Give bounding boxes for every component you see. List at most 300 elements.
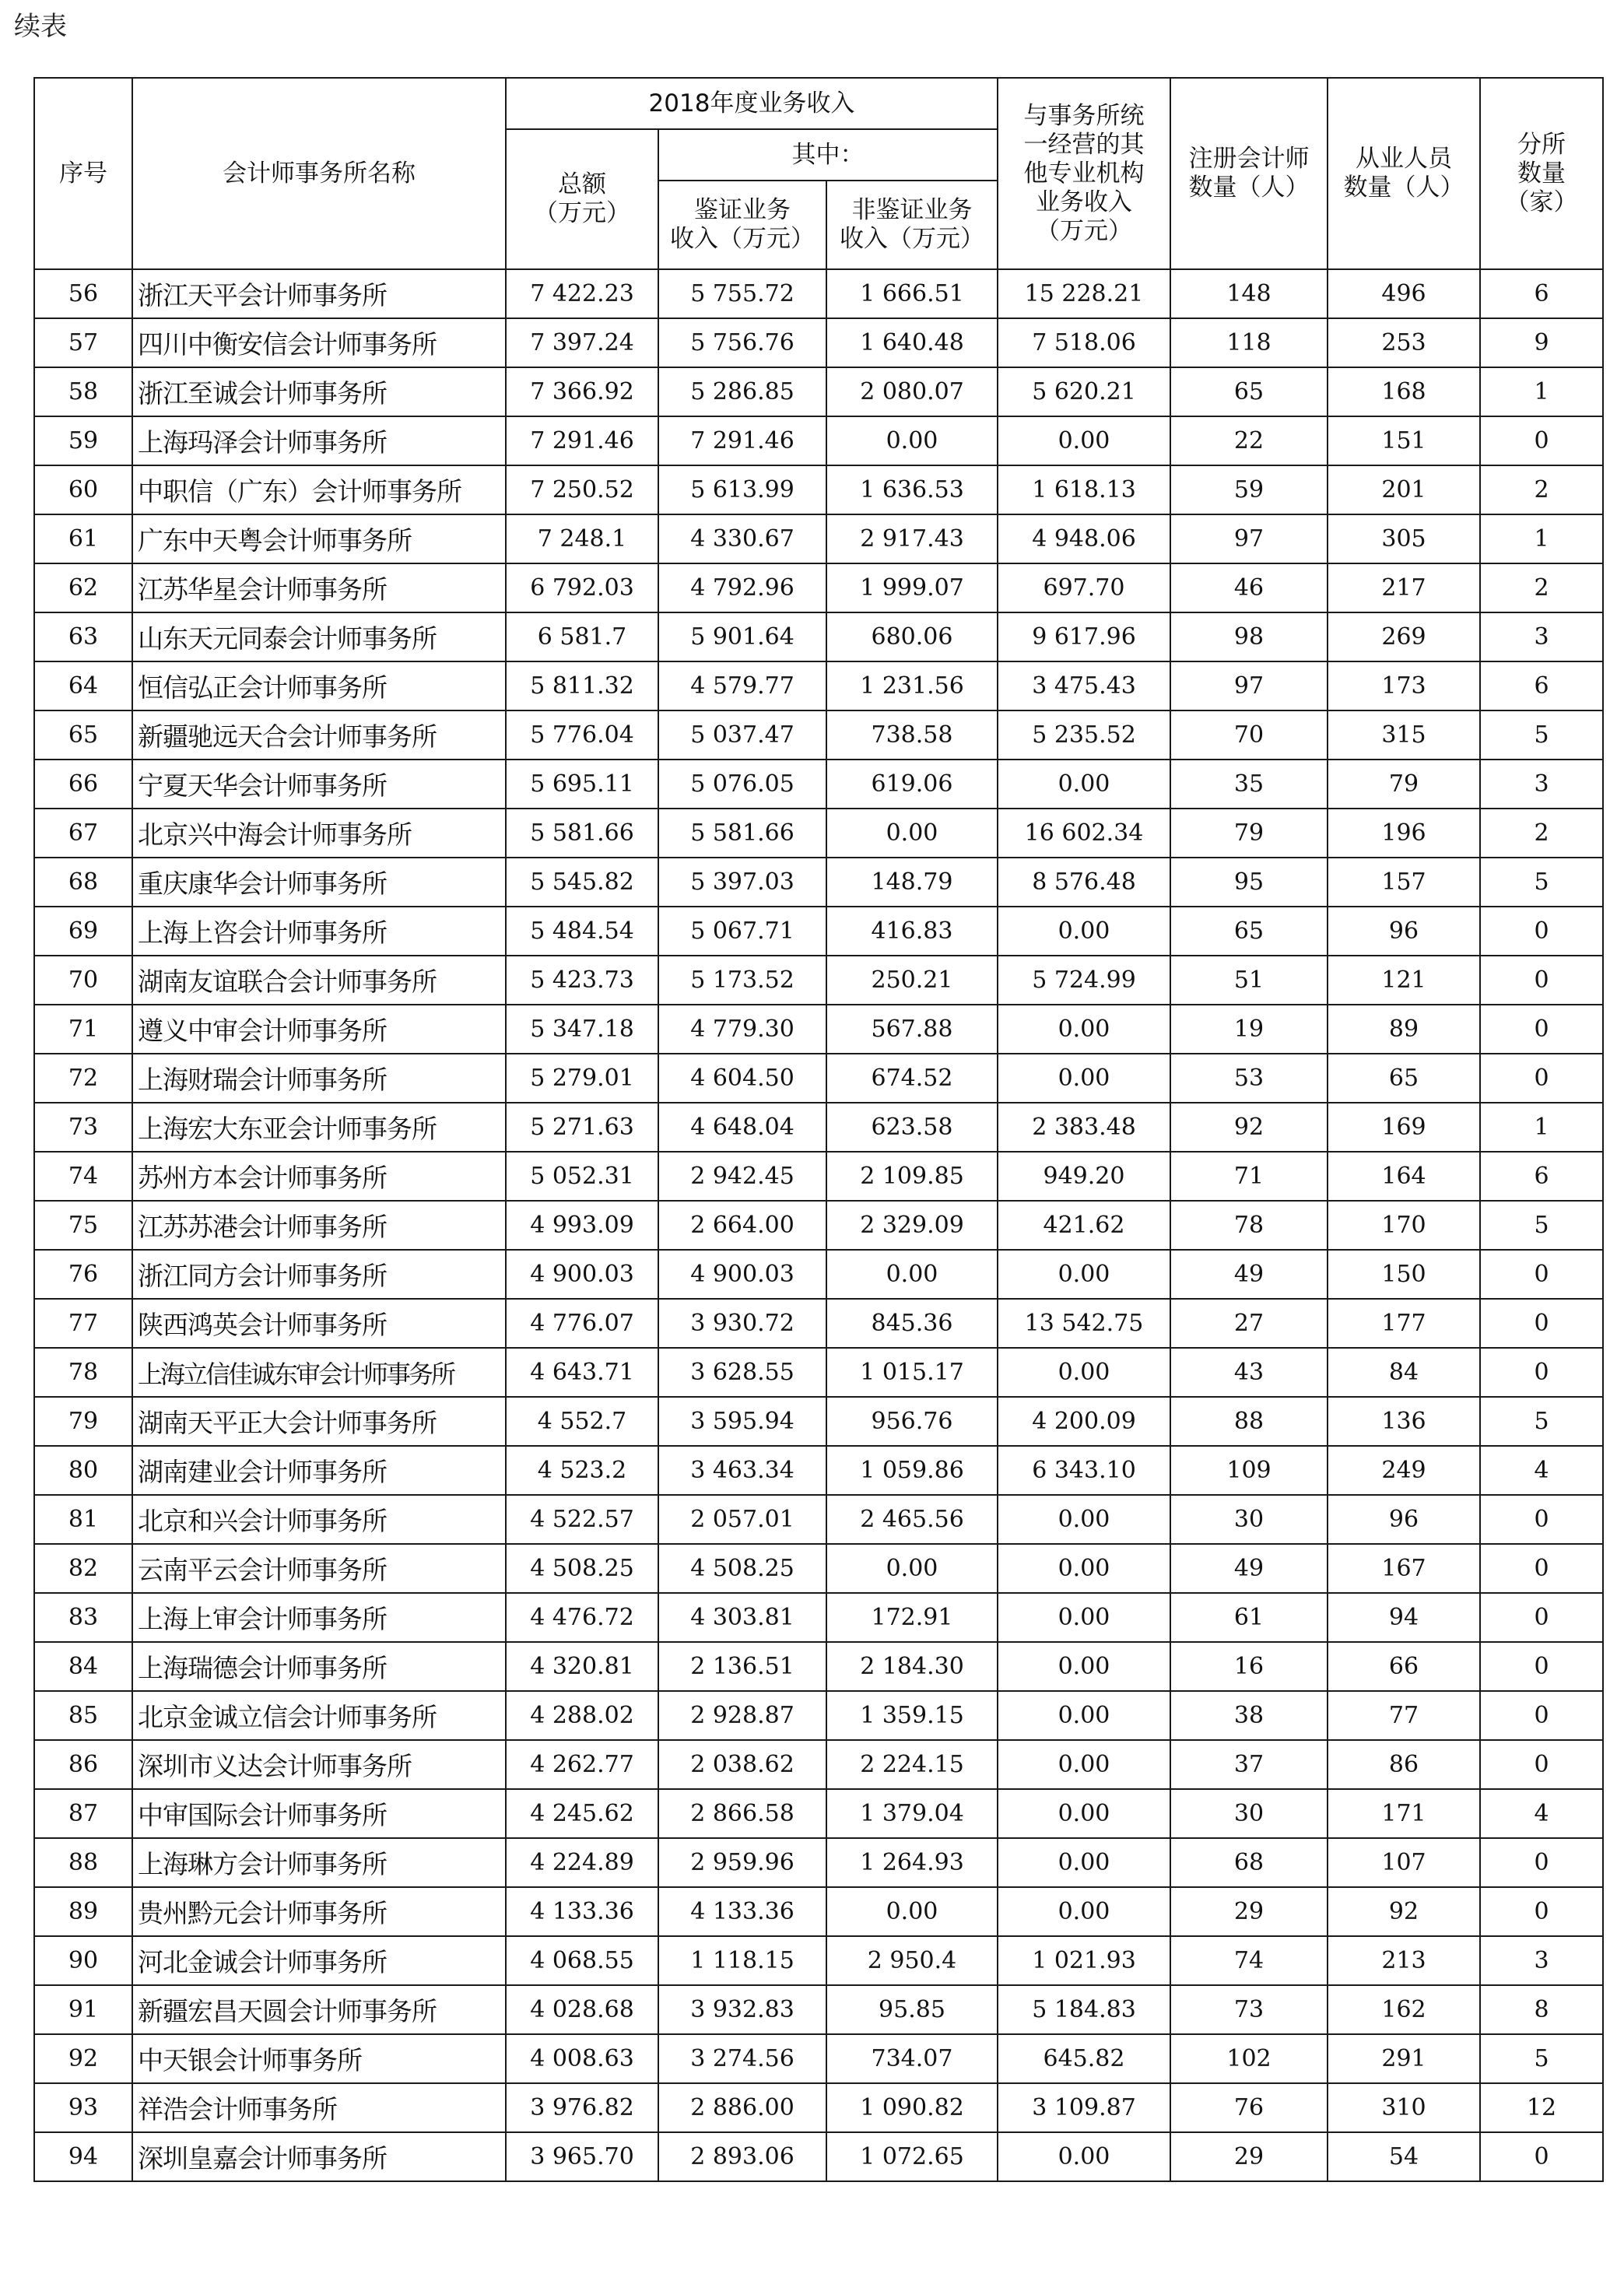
cell-cpa-count: 19 xyxy=(1170,1005,1328,1054)
cell-non-assurance: 2 329.09 xyxy=(826,1201,998,1250)
cell-other-revenue: 697.70 xyxy=(998,563,1170,612)
cell-non-assurance: 148.79 xyxy=(826,858,998,907)
cell-non-assurance: 1 359.15 xyxy=(826,1691,998,1740)
cell-branch-count: 5 xyxy=(1480,1201,1603,1250)
cell-cpa-count: 35 xyxy=(1170,760,1328,809)
cell-total: 4 028.68 xyxy=(506,1985,658,2034)
cell-non-assurance: 2 465.56 xyxy=(826,1495,998,1544)
cell-seq: 59 xyxy=(34,416,132,465)
cell-firm-name: 河北金诚会计师事务所 xyxy=(132,1936,506,1985)
cell-staff-count: 65 xyxy=(1328,1054,1480,1103)
cell-seq: 82 xyxy=(34,1544,132,1593)
cell-staff-count: 315 xyxy=(1328,710,1480,760)
cell-branch-count: 8 xyxy=(1480,1985,1603,2034)
cell-cpa-count: 71 xyxy=(1170,1152,1328,1201)
cell-staff-count: 170 xyxy=(1328,1201,1480,1250)
cell-staff-count: 173 xyxy=(1328,661,1480,710)
cell-seq: 71 xyxy=(34,1005,132,1054)
cell-other-revenue: 15 228.21 xyxy=(998,269,1170,318)
table-header xyxy=(34,78,1603,269)
cell-cpa-count: 70 xyxy=(1170,710,1328,760)
cell-branch-count: 4 xyxy=(1480,1446,1603,1495)
cell-seq: 65 xyxy=(34,710,132,760)
cell-other-revenue: 4 200.09 xyxy=(998,1397,1170,1446)
cell-assurance: 2 928.87 xyxy=(658,1691,826,1740)
cell-seq: 63 xyxy=(34,612,132,661)
cell-branch-count: 0 xyxy=(1480,416,1603,465)
cell-assurance: 4 133.36 xyxy=(658,1887,826,1936)
table-continued-caption: 续表 xyxy=(14,11,67,42)
table-row xyxy=(34,514,1603,563)
cell-seq: 89 xyxy=(34,1887,132,1936)
header-other-line: 一经营的其 xyxy=(1023,130,1145,159)
cell-staff-count: 89 xyxy=(1328,1005,1480,1054)
cell-assurance: 2 866.58 xyxy=(658,1789,826,1838)
table-row xyxy=(34,563,1603,612)
table-row xyxy=(34,1593,1603,1642)
cell-firm-name: 上海玛泽会计师事务所 xyxy=(132,416,506,465)
cell-assurance: 5 173.52 xyxy=(658,956,826,1005)
cell-other-revenue: 949.20 xyxy=(998,1152,1170,1201)
cell-seq: 92 xyxy=(34,2034,132,2083)
table-row xyxy=(34,956,1603,1005)
cell-branch-count: 0 xyxy=(1480,1495,1603,1544)
cell-seq: 94 xyxy=(34,2132,132,2181)
cell-other-revenue: 645.82 xyxy=(998,2034,1170,2083)
cell-branch-count: 5 xyxy=(1480,710,1603,760)
table-row xyxy=(34,1838,1603,1887)
cell-staff-count: 291 xyxy=(1328,2034,1480,2083)
cell-staff-count: 269 xyxy=(1328,612,1480,661)
cell-branch-count: 0 xyxy=(1480,1348,1603,1397)
cell-non-assurance: 2 917.43 xyxy=(826,514,998,563)
header-non-assurance xyxy=(826,181,998,269)
cell-firm-name: 中职信（广东）会计师事务所 xyxy=(132,465,506,514)
cell-branch-count: 0 xyxy=(1480,2132,1603,2181)
cell-other-revenue: 8 576.48 xyxy=(998,858,1170,907)
cell-total: 4 522.57 xyxy=(506,1495,658,1544)
cell-assurance: 2 886.00 xyxy=(658,2083,826,2132)
cell-cpa-count: 49 xyxy=(1170,1544,1328,1593)
cell-branch-count: 0 xyxy=(1480,1691,1603,1740)
cell-non-assurance: 1 636.53 xyxy=(826,465,998,514)
cell-assurance: 5 037.47 xyxy=(658,710,826,760)
cell-cpa-count: 65 xyxy=(1170,907,1328,956)
cell-non-assurance: 95.85 xyxy=(826,1985,998,2034)
cell-total: 5 423.73 xyxy=(506,956,658,1005)
cell-other-revenue: 0.00 xyxy=(998,416,1170,465)
header-cpa-count xyxy=(1170,78,1328,269)
cell-assurance: 2 959.96 xyxy=(658,1838,826,1887)
cell-branch-count: 0 xyxy=(1480,1054,1603,1103)
cell-seq: 60 xyxy=(34,465,132,514)
cell-non-assurance: 1 379.04 xyxy=(826,1789,998,1838)
cell-other-revenue: 13 542.75 xyxy=(998,1299,1170,1348)
cell-total: 4 993.09 xyxy=(506,1201,658,1250)
cell-seq: 61 xyxy=(34,514,132,563)
cell-total: 7 250.52 xyxy=(506,465,658,514)
cell-other-revenue: 0.00 xyxy=(998,1348,1170,1397)
cell-firm-name: 上海立信佳诚东审会计师事务所 xyxy=(132,1348,506,1397)
cell-staff-count: 79 xyxy=(1328,760,1480,809)
cell-staff-count: 157 xyxy=(1328,858,1480,907)
cell-non-assurance: 1 264.93 xyxy=(826,1838,998,1887)
cell-firm-name: 山东天元同泰会计师事务所 xyxy=(132,612,506,661)
cell-cpa-count: 22 xyxy=(1170,416,1328,465)
cell-staff-count: 84 xyxy=(1328,1348,1480,1397)
cell-cpa-count: 118 xyxy=(1170,318,1328,367)
cell-cpa-count: 148 xyxy=(1170,269,1328,318)
cell-firm-name: 陕西鸿英会计师事务所 xyxy=(132,1299,506,1348)
cell-other-revenue: 16 602.34 xyxy=(998,809,1170,858)
cell-total: 4 288.02 xyxy=(506,1691,658,1740)
cell-total: 4 643.71 xyxy=(506,1348,658,1397)
cell-branch-count: 0 xyxy=(1480,956,1603,1005)
cell-other-revenue: 4 948.06 xyxy=(998,514,1170,563)
cell-other-revenue: 5 620.21 xyxy=(998,367,1170,416)
cell-firm-name: 湖南天平正大会计师事务所 xyxy=(132,1397,506,1446)
cell-seq: 88 xyxy=(34,1838,132,1887)
cell-assurance: 3 930.72 xyxy=(658,1299,826,1348)
cell-assurance: 2 038.62 xyxy=(658,1740,826,1789)
cell-seq: 87 xyxy=(34,1789,132,1838)
header-seq: 序号 xyxy=(34,78,132,269)
cell-firm-name: 湖南建业会计师事务所 xyxy=(132,1446,506,1495)
cell-firm-name: 中审国际会计师事务所 xyxy=(132,1789,506,1838)
cell-seq: 62 xyxy=(34,563,132,612)
header-other-line: 业务收入 xyxy=(1036,188,1132,216)
cell-non-assurance: 1 015.17 xyxy=(826,1348,998,1397)
cell-branch-count: 0 xyxy=(1480,1838,1603,1887)
cell-assurance: 4 330.67 xyxy=(658,514,826,563)
cell-seq: 77 xyxy=(34,1299,132,1348)
header-firm-name: 会计师事务所名称 xyxy=(132,78,506,269)
cell-assurance: 3 274.56 xyxy=(658,2034,826,2083)
table-row xyxy=(34,1740,1603,1789)
cell-non-assurance: 2 080.07 xyxy=(826,367,998,416)
cell-total: 7 397.24 xyxy=(506,318,658,367)
cell-branch-count: 1 xyxy=(1480,514,1603,563)
cell-seq: 58 xyxy=(34,367,132,416)
cell-other-revenue: 5 184.83 xyxy=(998,1985,1170,2034)
cell-cpa-count: 92 xyxy=(1170,1103,1328,1152)
cell-assurance: 5 286.85 xyxy=(658,367,826,416)
cell-branch-count: 4 xyxy=(1480,1789,1603,1838)
table-row xyxy=(34,1201,1603,1250)
cell-total: 7 291.46 xyxy=(506,416,658,465)
header-of-which: 其中： xyxy=(658,129,998,181)
cell-branch-count: 0 xyxy=(1480,1740,1603,1789)
cell-staff-count: 171 xyxy=(1328,1789,1480,1838)
cell-staff-count: 86 xyxy=(1328,1740,1480,1789)
cell-seq: 68 xyxy=(34,858,132,907)
header-staff-line: 数量（人） xyxy=(1343,174,1464,202)
cell-staff-count: 92 xyxy=(1328,1887,1480,1936)
header-branch-line: 分所 xyxy=(1517,130,1566,159)
cell-staff-count: 249 xyxy=(1328,1446,1480,1495)
cell-assurance: 4 900.03 xyxy=(658,1250,826,1299)
cell-total: 5 776.04 xyxy=(506,710,658,760)
table-row xyxy=(34,1691,1603,1740)
cell-cpa-count: 97 xyxy=(1170,514,1328,563)
cell-total: 3 976.82 xyxy=(506,2083,658,2132)
cell-firm-name: 浙江至诚会计师事务所 xyxy=(132,367,506,416)
table-row xyxy=(34,1544,1603,1593)
cell-staff-count: 168 xyxy=(1328,367,1480,416)
cell-other-revenue: 0.00 xyxy=(998,1789,1170,1838)
cell-firm-name: 祥浩会计师事务所 xyxy=(132,2083,506,2132)
cell-staff-count: 167 xyxy=(1328,1544,1480,1593)
cell-branch-count: 3 xyxy=(1480,1936,1603,1985)
header-assurance-line: 鉴证业务 xyxy=(694,196,791,224)
cell-other-revenue: 0.00 xyxy=(998,1642,1170,1691)
cell-staff-count: 162 xyxy=(1328,1985,1480,2034)
table-row xyxy=(34,907,1603,956)
cell-cpa-count: 102 xyxy=(1170,2034,1328,2083)
cell-other-revenue: 421.62 xyxy=(998,1201,1170,1250)
cell-cpa-count: 46 xyxy=(1170,563,1328,612)
cell-non-assurance: 674.52 xyxy=(826,1054,998,1103)
cell-staff-count: 54 xyxy=(1328,2132,1480,2181)
cell-seq: 57 xyxy=(34,318,132,367)
cell-non-assurance: 956.76 xyxy=(826,1397,998,1446)
cell-assurance: 2 057.01 xyxy=(658,1495,826,1544)
cell-other-revenue: 1 618.13 xyxy=(998,465,1170,514)
cell-seq: 91 xyxy=(34,1985,132,2034)
cell-other-revenue: 0.00 xyxy=(998,1740,1170,1789)
cell-total: 5 695.11 xyxy=(506,760,658,809)
cell-firm-name: 宁夏天华会计师事务所 xyxy=(132,760,506,809)
cell-assurance: 3 595.94 xyxy=(658,1397,826,1446)
cell-assurance: 5 076.05 xyxy=(658,760,826,809)
cell-cpa-count: 109 xyxy=(1170,1446,1328,1495)
accounting-firms-table xyxy=(33,77,1604,2182)
cell-seq: 74 xyxy=(34,1152,132,1201)
cell-other-revenue: 6 343.10 xyxy=(998,1446,1170,1495)
cell-total: 7 422.23 xyxy=(506,269,658,318)
cell-assurance: 5 397.03 xyxy=(658,858,826,907)
cell-staff-count: 150 xyxy=(1328,1250,1480,1299)
cell-firm-name: 中天银会计师事务所 xyxy=(132,2034,506,2083)
cell-firm-name: 贵州黔元会计师事务所 xyxy=(132,1887,506,1936)
cell-staff-count: 164 xyxy=(1328,1152,1480,1201)
cell-seq: 80 xyxy=(34,1446,132,1495)
table-row xyxy=(34,1005,1603,1054)
header-assurance-line: 收入（万元） xyxy=(670,225,815,253)
cell-branch-count: 9 xyxy=(1480,318,1603,367)
table-row xyxy=(34,1397,1603,1446)
cell-assurance: 2 893.06 xyxy=(658,2132,826,2181)
cell-other-revenue: 0.00 xyxy=(998,1544,1170,1593)
cell-total: 4 262.77 xyxy=(506,1740,658,1789)
cell-non-assurance: 1 640.48 xyxy=(826,318,998,367)
cell-firm-name: 上海宏大东亚会计师事务所 xyxy=(132,1103,506,1152)
header-non-assurance-line: 非鉴证业务 xyxy=(851,196,973,224)
cell-seq: 64 xyxy=(34,661,132,710)
cell-assurance: 5 581.66 xyxy=(658,809,826,858)
cell-non-assurance: 0.00 xyxy=(826,1887,998,1936)
cell-branch-count: 0 xyxy=(1480,1642,1603,1691)
cell-cpa-count: 27 xyxy=(1170,1299,1328,1348)
table-row xyxy=(34,2034,1603,2083)
header-staff-count xyxy=(1328,78,1480,269)
header-branch-line: （家） xyxy=(1505,188,1578,216)
cell-non-assurance: 2 184.30 xyxy=(826,1642,998,1691)
cell-other-revenue: 2 383.48 xyxy=(998,1103,1170,1152)
cell-non-assurance: 1 072.65 xyxy=(826,2132,998,2181)
cell-cpa-count: 30 xyxy=(1170,1789,1328,1838)
cell-cpa-count: 51 xyxy=(1170,956,1328,1005)
cell-total: 5 271.63 xyxy=(506,1103,658,1152)
cell-staff-count: 151 xyxy=(1328,416,1480,465)
cell-assurance: 5 067.71 xyxy=(658,907,826,956)
cell-firm-name: 北京兴中海会计师事务所 xyxy=(132,809,506,858)
cell-assurance: 4 508.25 xyxy=(658,1544,826,1593)
cell-seq: 83 xyxy=(34,1593,132,1642)
cell-firm-name: 上海上咨会计师事务所 xyxy=(132,907,506,956)
cell-branch-count: 6 xyxy=(1480,1152,1603,1201)
cell-other-revenue: 0.00 xyxy=(998,1005,1170,1054)
header-total-line: （万元） xyxy=(534,199,630,227)
table-row xyxy=(34,1642,1603,1691)
cell-seq: 67 xyxy=(34,809,132,858)
cell-staff-count: 107 xyxy=(1328,1838,1480,1887)
cell-cpa-count: 74 xyxy=(1170,1936,1328,1985)
cell-firm-name: 深圳皇嘉会计师事务所 xyxy=(132,2132,506,2181)
cell-non-assurance: 416.83 xyxy=(826,907,998,956)
cell-total: 4 068.55 xyxy=(506,1936,658,1985)
cell-seq: 84 xyxy=(34,1642,132,1691)
header-other-revenue xyxy=(998,78,1170,269)
cell-total: 4 245.62 xyxy=(506,1789,658,1838)
cell-non-assurance: 1 090.82 xyxy=(826,2083,998,2132)
cell-total: 4 476.72 xyxy=(506,1593,658,1642)
cell-firm-name: 上海琳方会计师事务所 xyxy=(132,1838,506,1887)
cell-other-revenue: 3 109.87 xyxy=(998,2083,1170,2132)
header-other-line: 他专业机构 xyxy=(1023,159,1145,188)
cell-cpa-count: 97 xyxy=(1170,661,1328,710)
cell-staff-count: 177 xyxy=(1328,1299,1480,1348)
cell-other-revenue: 0.00 xyxy=(998,1887,1170,1936)
cell-other-revenue: 3 475.43 xyxy=(998,661,1170,710)
cell-firm-name: 北京和兴会计师事务所 xyxy=(132,1495,506,1544)
table-row xyxy=(34,760,1603,809)
cell-other-revenue: 0.00 xyxy=(998,907,1170,956)
cell-non-assurance: 619.06 xyxy=(826,760,998,809)
cell-cpa-count: 43 xyxy=(1170,1348,1328,1397)
cell-firm-name: 上海瑞德会计师事务所 xyxy=(132,1642,506,1691)
cell-staff-count: 96 xyxy=(1328,1495,1480,1544)
cell-firm-name: 浙江同方会计师事务所 xyxy=(132,1250,506,1299)
header-other-line: （万元） xyxy=(1036,216,1132,245)
header-cpa-line: 注册会计师 xyxy=(1188,145,1310,173)
cell-total: 4 900.03 xyxy=(506,1250,658,1299)
cell-firm-name: 重庆康华会计师事务所 xyxy=(132,858,506,907)
cell-cpa-count: 98 xyxy=(1170,612,1328,661)
cell-total: 6 792.03 xyxy=(506,563,658,612)
cell-other-revenue: 5 724.99 xyxy=(998,956,1170,1005)
cell-non-assurance: 250.21 xyxy=(826,956,998,1005)
cell-assurance: 2 136.51 xyxy=(658,1642,826,1691)
cell-other-revenue: 0.00 xyxy=(998,1593,1170,1642)
cell-branch-count: 6 xyxy=(1480,269,1603,318)
cell-other-revenue: 0.00 xyxy=(998,1495,1170,1544)
cell-staff-count: 66 xyxy=(1328,1642,1480,1691)
cell-branch-count: 0 xyxy=(1480,1544,1603,1593)
cell-assurance: 5 613.99 xyxy=(658,465,826,514)
cell-non-assurance: 1 059.86 xyxy=(826,1446,998,1495)
cell-assurance: 3 932.83 xyxy=(658,1985,826,2034)
cell-total: 4 008.63 xyxy=(506,2034,658,2083)
cell-other-revenue: 7 518.06 xyxy=(998,318,1170,367)
cell-non-assurance: 0.00 xyxy=(826,809,998,858)
table-row xyxy=(34,416,1603,465)
cell-total: 5 052.31 xyxy=(506,1152,658,1201)
cell-cpa-count: 49 xyxy=(1170,1250,1328,1299)
table-row xyxy=(34,2083,1603,2132)
cell-staff-count: 213 xyxy=(1328,1936,1480,1985)
cell-branch-count: 2 xyxy=(1480,809,1603,858)
cell-assurance: 2 664.00 xyxy=(658,1201,826,1250)
table-row xyxy=(34,2132,1603,2181)
cell-total: 4 508.25 xyxy=(506,1544,658,1593)
cell-branch-count: 0 xyxy=(1480,907,1603,956)
cell-staff-count: 496 xyxy=(1328,269,1480,318)
cell-non-assurance: 734.07 xyxy=(826,2034,998,2083)
table-row xyxy=(34,858,1603,907)
cell-non-assurance: 0.00 xyxy=(826,1250,998,1299)
table-row xyxy=(34,1446,1603,1495)
cell-branch-count: 0 xyxy=(1480,1250,1603,1299)
cell-firm-name: 四川中衡安信会计师事务所 xyxy=(132,318,506,367)
cell-assurance: 4 648.04 xyxy=(658,1103,826,1152)
cell-non-assurance: 1 999.07 xyxy=(826,563,998,612)
header-branch-line: 数量 xyxy=(1517,159,1566,188)
cell-firm-name: 云南平云会计师事务所 xyxy=(132,1544,506,1593)
cell-other-revenue: 0.00 xyxy=(998,2132,1170,2181)
cell-cpa-count: 76 xyxy=(1170,2083,1328,2132)
cell-staff-count: 201 xyxy=(1328,465,1480,514)
cell-branch-count: 0 xyxy=(1480,1887,1603,1936)
table-row xyxy=(34,1887,1603,1936)
cell-non-assurance: 0.00 xyxy=(826,416,998,465)
cell-seq: 70 xyxy=(34,956,132,1005)
cell-other-revenue: 0.00 xyxy=(998,1054,1170,1103)
cell-cpa-count: 73 xyxy=(1170,1985,1328,2034)
cell-total: 3 965.70 xyxy=(506,2132,658,2181)
cell-branch-count: 2 xyxy=(1480,563,1603,612)
cell-seq: 75 xyxy=(34,1201,132,1250)
cell-branch-count: 5 xyxy=(1480,2034,1603,2083)
header-other-line: 与事务所统 xyxy=(1023,101,1145,130)
cell-seq: 72 xyxy=(34,1054,132,1103)
cell-total: 4 523.2 xyxy=(506,1446,658,1495)
cell-seq: 90 xyxy=(34,1936,132,1985)
cell-non-assurance: 623.58 xyxy=(826,1103,998,1152)
table-row xyxy=(34,710,1603,760)
cell-other-revenue: 5 235.52 xyxy=(998,710,1170,760)
cell-assurance: 5 901.64 xyxy=(658,612,826,661)
header-assurance xyxy=(658,181,826,269)
cell-cpa-count: 68 xyxy=(1170,1838,1328,1887)
cell-cpa-count: 16 xyxy=(1170,1642,1328,1691)
cell-non-assurance: 567.88 xyxy=(826,1005,998,1054)
cell-firm-name: 遵义中审会计师事务所 xyxy=(132,1005,506,1054)
cell-firm-name: 江苏苏港会计师事务所 xyxy=(132,1201,506,1250)
cell-staff-count: 217 xyxy=(1328,563,1480,612)
cell-other-revenue: 9 617.96 xyxy=(998,612,1170,661)
cell-staff-count: 310 xyxy=(1328,2083,1480,2132)
